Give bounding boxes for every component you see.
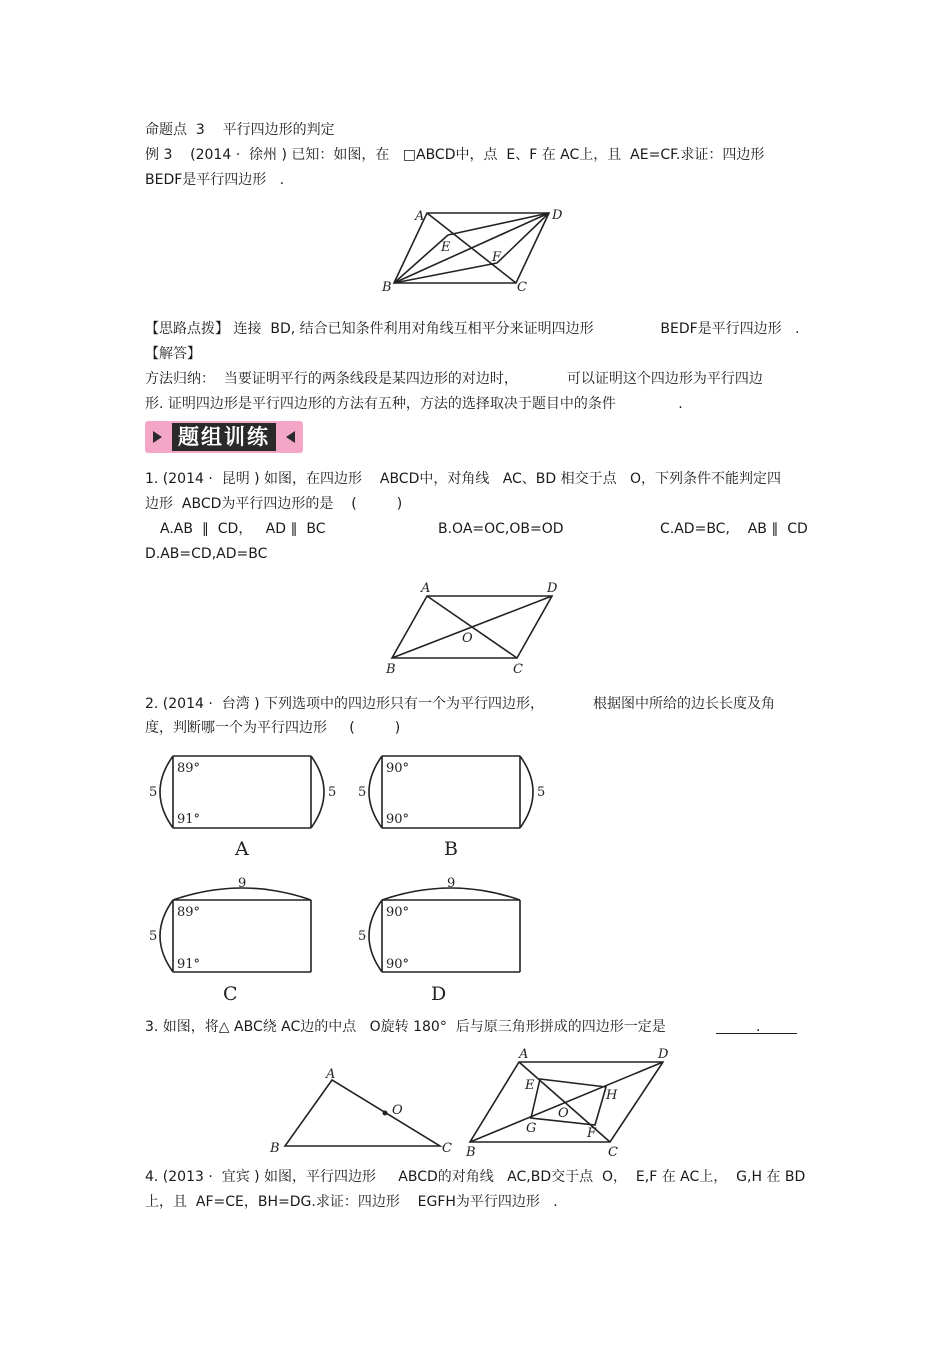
quad-d-caption: D <box>431 983 447 1005</box>
fig2-label-d: D <box>547 581 558 596</box>
quad-a-right-side: 5 <box>328 785 337 800</box>
quad-c-angle-top: 89° <box>177 905 201 920</box>
fig4-label-a: A <box>519 1047 529 1062</box>
fig3-label-o: O <box>392 1103 403 1118</box>
q1-option-b: B.OA=OC,OB=OD <box>438 521 564 537</box>
q4-line-2: 上，且 AF=CE，BH=DG.求证：四边形 EGFH为平行四边形 . <box>145 1194 558 1210</box>
quad-a-left-side: 5 <box>149 785 158 800</box>
quad-a-angle-top: 89° <box>177 761 201 776</box>
fig4-label-g: G <box>526 1121 537 1136</box>
fig2-label-o: O <box>462 631 473 646</box>
q2-line-2: 度，判断哪一个为平行四边形 ( ) <box>145 720 401 736</box>
q1-option-d: D.AB=CD,AD=BC <box>145 546 268 562</box>
fig1-label-e: E <box>441 240 451 255</box>
example-method-2: 形. 证明四边形是平行四边形的方法有五种，方法的选择取决于题目中的条件 . <box>145 396 683 412</box>
quad-d-angle-bottom: 90° <box>386 957 410 972</box>
q1-line-1: 1. (2014 · 昆明 ) 如图，在四边形 ABCD中，对角线 AC、BD 相交于点 O，下列条件不能判定四 <box>145 471 782 487</box>
quad-b-angle-top: 90° <box>386 761 410 776</box>
quad-d-top-side: 9 <box>447 876 456 891</box>
fig4-label-e: E <box>525 1078 535 1093</box>
q3-blank-dot: . <box>756 1019 761 1035</box>
quad-a-angle-bottom: 91° <box>177 812 201 827</box>
fig3-label-b: B <box>270 1141 280 1156</box>
quad-d-angle-top: 90° <box>386 905 410 920</box>
fig2-label-a: A <box>421 581 431 596</box>
fig4-label-h: H <box>606 1088 618 1103</box>
quad-c-left-side: 5 <box>149 929 158 944</box>
fig4-label-d: D <box>658 1047 669 1062</box>
example-method-1: 方法归纳： 当要证明平行的两条线段是某四边形的对边时， 可以证明这个四边形为平行四边 <box>145 371 763 387</box>
q1-line-2: 边形 ABCD为平行四边形的是 ( ) <box>145 496 403 512</box>
fig3-label-c: C <box>442 1141 452 1156</box>
fig1-label-b: B <box>382 280 392 295</box>
fig2-label-c: C <box>513 662 523 677</box>
fig2-label-b: B <box>386 662 396 677</box>
midpoint-o-dot <box>383 1111 388 1116</box>
fig1-label-f: F <box>492 250 502 265</box>
fig4-label-c: C <box>608 1145 618 1160</box>
q3-line-1: 3. 如图，将△ ABC绕 AC边的中点 O旋转 180° 后与原三角形拼成的四边形一定是 <box>145 1019 666 1035</box>
example-line-1: 例 3 (2014 · 徐州 ) 已知：如图，在 □ABCD中，点 E、F 在 AC上，且 AE=CF.求证：四边形 <box>145 147 765 163</box>
fig4-label-o: O <box>558 1106 569 1121</box>
quad-b-left-side: 5 <box>358 785 367 800</box>
quad-b-right-side: 5 <box>537 785 546 800</box>
section-title: 命题点 3 平行四边形的判定 <box>145 122 335 138</box>
quad-a-caption: A <box>235 838 249 860</box>
quad-d-left-side: 5 <box>358 929 367 944</box>
fig1-label-a: A <box>415 209 425 224</box>
banner-label: 题组训练 <box>172 423 276 451</box>
fig1-label-d: D <box>552 208 563 223</box>
fig1-label-c: C <box>517 280 527 295</box>
example-line-2: BEDF是平行四边形 . <box>145 172 285 188</box>
example-answer-label: 【解答】 <box>145 346 201 362</box>
quad-c-caption: C <box>223 983 238 1005</box>
fig4-label-b: B <box>466 1145 476 1160</box>
example-hint: 【思路点拨】 连接 BD, 结合已知条件利用对角线互相平分来证明四边形 BEDF是平行四边形 . <box>145 321 800 337</box>
quad-c-angle-bottom: 91° <box>177 957 201 972</box>
fig4-label-f: F <box>587 1126 597 1141</box>
quad-b-angle-bottom: 90° <box>386 812 410 827</box>
quad-b-caption: B <box>444 838 458 860</box>
quad-c-top-side: 9 <box>238 876 247 891</box>
q4-line-1: 4. (2013 · 宜宾 ) 如图，平行四边形 ABCD的对角线 AC,BD交于点 O， E,F 在 AC上， G,H 在 BD <box>145 1169 806 1185</box>
q1-option-c: C.AD=BC, AB ∥ CD <box>660 521 808 537</box>
q1-option-a: A.AB ∥ CD， AD ∥ BC <box>160 521 326 537</box>
fig3-label-a: A <box>326 1067 336 1082</box>
q2-line-1: 2. (2014 · 台湾 ) 下列选项中的四边形只有一个为平行四边形， 根据图中所给的边长长度及角 <box>145 696 776 712</box>
